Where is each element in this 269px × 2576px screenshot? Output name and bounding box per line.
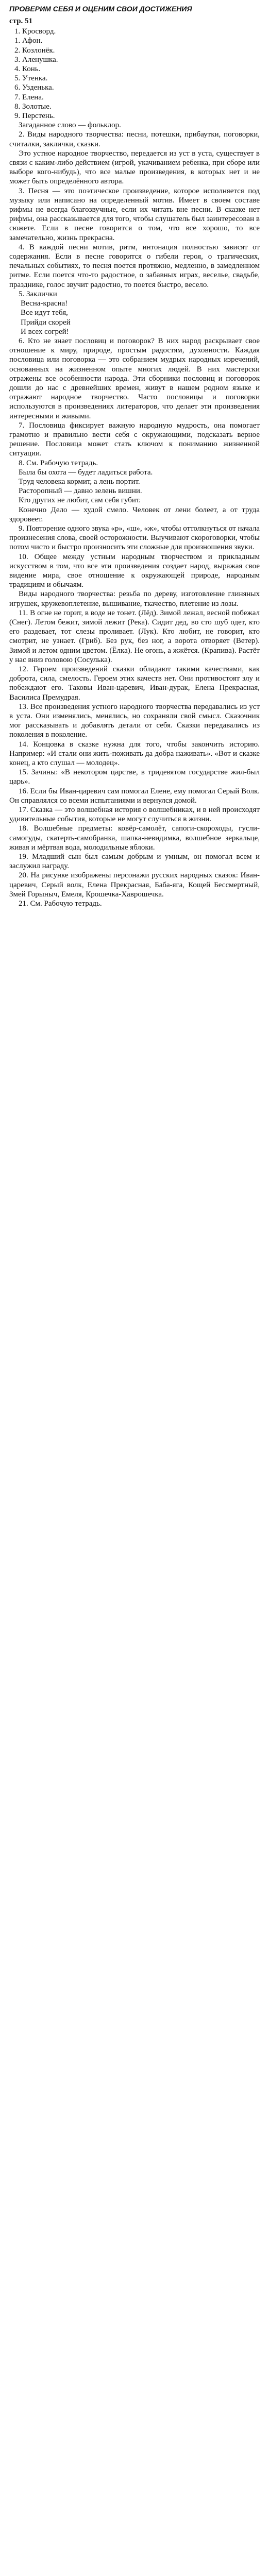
answer-paragraph: 14. Концовка в сказке нужна для того, чтобы закончить историю. Например: «И стали они жить-поживать да добра наживать». «Вот и сказке конец, а кто слушал — молодец». (9, 740, 260, 768)
answer-paragraph: 7. Пословица фиксирует важную народную мудрость, она помогает грамотно и правильно вести себя с окружающими, подсказать верное решение. Пословица может стать ключом к пониманию жизненной ситуации. (9, 421, 260, 458)
riddle-answer: Загаданное слово — фольклор. (19, 121, 121, 130)
page-number: стр. 51 (9, 17, 33, 25)
list-item: 5. Утенка. (14, 74, 48, 83)
answer-paragraph: 11. В огне не горит, в воде не тонет. (Лёд). Зимой лежал, весной побежал (Снег). Летом бежит, зимой лежит (Река). Сидит дед, во сто шуб одет, кто его раздевает, тот слезы проливает. (Лук). Кто любит, не говорит, кто смотрит, не узнает. (Гриб). Без рук, без ног, а ворота отворяет (Ветер). Зимой и летом одним цветом. (Ёлка). Не огонь, а жжётся. (Крапива). Растёт у нас вниз головою (Сосулька). (9, 608, 260, 664)
list-item: 1. Афон. (14, 37, 43, 45)
answer-paragraph: Виды народного творчества: резьба по дереву, изготовление глиняных игрушек, кружевоплетение, вышивание, ткачество, плетение из лозы. (9, 590, 260, 608)
answer-paragraph: 4. В каждой песни мотив, ритм, интонация полностью зависят от содержания. Если в песне говорится о гибели героя, о трагических, печальных событиях, то песня поется протяжно, медленно, в замедленном ритме. Если поется что-то радостное, о забавных играх, веселье, свадьбе, празднике, голос звучит радостно, то поется быстро, весело. (9, 243, 260, 289)
verse-line: Все идут тебя, (21, 309, 68, 317)
answer-paragraph: 12. Героем произведений сказки обладают такими качествами, как доброта, сила, смелость. Героем этих качеств нет. Они противостоят злу и побеждают его. Таковы Иван-царевич, Иван-дурак, Елена Прекрасная, Василиса Премудрая. (9, 665, 260, 702)
answer-paragraph: Это устное народное творчество, передается из уст в уста, существует в связи с каким-либо действием (игрой, укачиванием ребенка, при сборе или выборе кого-нибудь), что все малые произведения, в которых нет и не может быть определённого автора. (9, 149, 260, 186)
answer-paragraph: 20. На рисунке изображены персонажи русских народных сказок: Иван-царевич, Серый волк, Елена Прекрасная, Баба-яга, Кощей Бессмертный, Змей Горыныч, Емеля, Крошечка-Хаврошечка. (9, 871, 260, 899)
list-item: 6. Узденька. (14, 83, 54, 92)
list-item: Кто других не любит, сам себя губит. (19, 496, 141, 505)
answer-paragraph: 10. Общее между устным народным творчеством и прикладным искусством в том, что все эти произведения создает народ, выражая свое видение мира, свое отношение к окружающей природе, народным традициям и обычаям. (9, 552, 260, 589)
list-item: Труд человека кормит, а лень портит. (19, 477, 140, 486)
proverb-list (9, 468, 260, 524)
answer-paragraph: 15. Зачины: «В некотором царстве, в тридевятом государстве жил-был царь». (9, 768, 260, 786)
answer-paragraph: 21. См. Рабочую тетрадь. (19, 900, 102, 908)
answer-paragraph: 18. Волшебные предметы: ковёр-самолёт, сапоги-скороходы, гусли-самогуды, скатерть-самобранка, шапка-невидимка, волшебное зеркальце, живая и мёртвая вода, молодильные яблоки. (9, 824, 260, 852)
answer-paragraph: 6. Кто не знает пословиц и поговорок? В них народ раскрывает свое отношение к миру, природе, простым радостям, духовности. Каждая пословица или поговорка — это собранием мудрых народных изречений, основанных на жизненном опыте многих людей. В них мастерски отражены все особенности народа. Эти сборники пословиц и поговорок дошли до нас с древнейших времен, живут в нашем родном языке и отражают народное творчество. Часто пословицы и поговорки используются в произведениях литераторов, что делает эти произведения интересными и живыми. (9, 336, 260, 420)
answer-paragraph: 17. Сказка — это волшебная история о волшебниках, и в ней происходят удивительные события, которые не могут случиться в жизни. (9, 806, 260, 824)
answer-heading: 5. Заклички (19, 290, 57, 298)
answer-paragraph: 2. Виды народного творчества: песни, потешки, прибаутки, поговорки, считалки, заклички, сказки. (9, 130, 260, 148)
verse-line: И всех согрей! (21, 327, 69, 336)
answer-paragraph: 16. Если бы Иван-царевич сам помогал Елене, ему помогал Серый Волк. Он справлялся со всеми испытаниями и вернулся домой. (9, 787, 260, 805)
answer-paragraph: 9. Повторение одного звука «р», «ш», «ж», чтобы оттолкнуться от начала произнесения слова, своей осторожности. Выучивают скороговорки, чтобы потом чисто и быстро произносить эти сложные для произношения звуки. (9, 524, 260, 552)
list-item: 7. Елена. (14, 93, 44, 101)
list-item: 8. Золотые. (14, 102, 52, 111)
answer-heading: 8. См. Рабочую тетрадь. (19, 459, 98, 467)
list-item: Расторопный — давно зелень вишни. (19, 487, 142, 496)
page (9, 0, 260, 908)
list-item: Была бы охота — будет ладиться работа. (19, 468, 153, 477)
page-title: ПРОВЕРИМ СЕБЯ И ОЦЕНИМ СВОИ ДОСТИЖЕНИЯ (9, 5, 192, 13)
list-item: 9. Перстень. (14, 112, 55, 121)
answer-paragraph: 13. Все произведения устного народного творчества передавались из уст в уста. Они изменялись, менялись, но сохраняли свой смысл. Сказочник мог рассказывать и добавлять детали от себя. Сказки передавались из поколения в поколение. (9, 702, 260, 739)
answer-paragraph: 3. Песня — это поэтическое произведение, которое исполняется под музыку или написано на определенный мотив. Имеет в своем составе рифмы не всегда благозвучные, если их читать вне песни. В сказке нет рифмы, она рассказывается для того, чтобы слушатель был заинтересован в сюжете. Если в песне говорится о том, что все хорошо, то все замечательно, жизнь прекрасна. (9, 187, 260, 242)
list-item: Конечно Дело — худой смело. Человек от лени болеет, а от труда здоровеет. (9, 505, 260, 523)
verse-line: Весна-красна! (21, 299, 68, 308)
verse-line: Прийди скорей (21, 318, 71, 327)
list-item: 1. Кросворд. (14, 27, 56, 36)
answer-paragraph: 19. Младший сын был самым добрым и умным, он помогал всем и заслужил награду. (9, 853, 260, 871)
verse (9, 299, 260, 336)
list-item: 4. Конь. (14, 65, 41, 74)
list-item: 3. Аленушка. (14, 55, 58, 64)
riddle-list (9, 27, 260, 121)
list-item: 2. Козлонёк. (14, 46, 55, 55)
